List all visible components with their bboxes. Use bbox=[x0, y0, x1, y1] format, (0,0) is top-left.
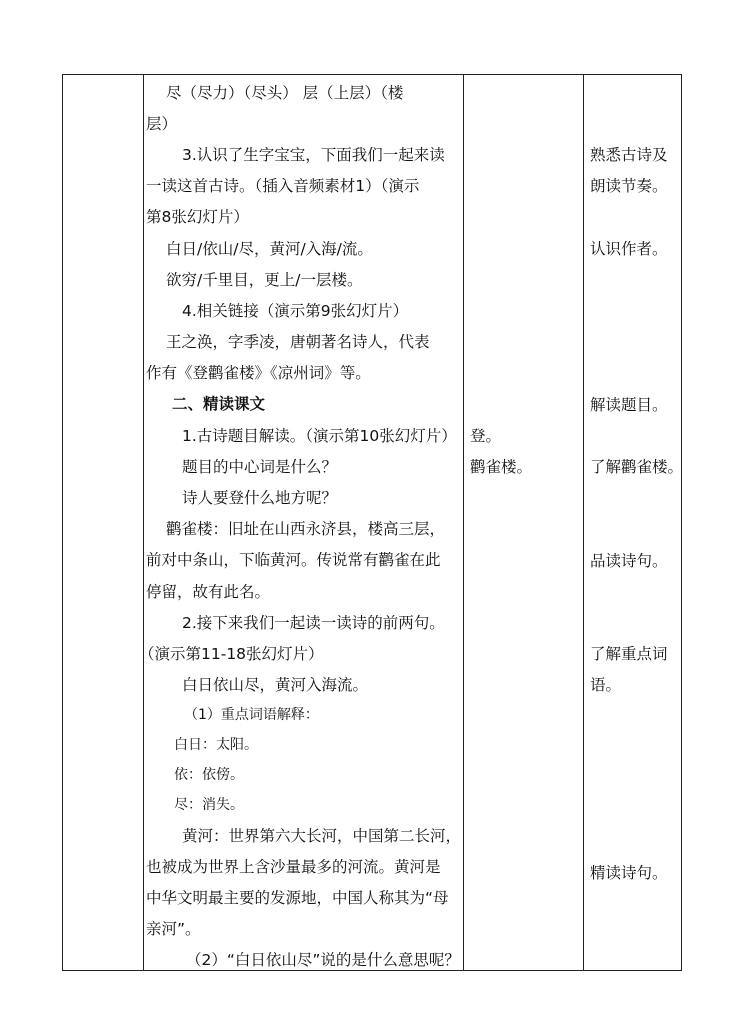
text-line: 尽（尽力）（尽头） 层（上层）（楼 bbox=[166, 84, 404, 102]
definition-line: 尽：消失。 bbox=[174, 797, 244, 813]
purpose-line: 了解重点词 bbox=[590, 645, 668, 663]
purpose-line: 了解鹳雀楼。 bbox=[590, 458, 684, 476]
student-answer: 登。 bbox=[470, 427, 502, 445]
column-divider-2 bbox=[463, 74, 464, 971]
text-line: 2.接下来我们一起读一读诗的前两句。 bbox=[182, 614, 445, 632]
purpose-line: 熟悉古诗及 bbox=[590, 146, 668, 164]
purpose-line: 语。 bbox=[590, 676, 622, 694]
text-line: 诗人要登什么地方呢？ bbox=[182, 489, 338, 507]
text-line: 停留，故有此名。 bbox=[146, 583, 271, 601]
purpose-line: 品读诗句。 bbox=[590, 552, 668, 570]
text-line: （演示第11-18张幻灯片） bbox=[139, 645, 324, 663]
text-line: 4.相关链接（演示第9张幻灯片） bbox=[182, 302, 409, 320]
definition-line: 也被成为世界上含沙量最多的河流。黄河是 bbox=[146, 858, 441, 876]
definition-line: 白日：太阳。 bbox=[174, 737, 258, 753]
text-line: 层） bbox=[146, 115, 178, 133]
text-line: 鹳雀楼：旧址在山西永济县，楼高三层， bbox=[166, 520, 446, 538]
column-divider-1 bbox=[143, 74, 144, 971]
definition-line: 依：依傍。 bbox=[174, 767, 244, 783]
text-line: 3.认识了生字宝宝，下面我们一起来读 bbox=[182, 146, 445, 164]
purpose-line: 认识作者。 bbox=[590, 240, 668, 258]
text-line: 一读这首古诗。（插入音频素材1）（演示 bbox=[146, 177, 420, 195]
text-line: 1.古诗题目解读。（演示第10张幻灯片） bbox=[182, 427, 457, 445]
student-answer: 鹳雀楼。 bbox=[470, 458, 533, 476]
definition-line: 中华文明最主要的发源地，中国人称其为“母 bbox=[146, 889, 449, 907]
section-heading: 二、精读课文 bbox=[172, 395, 266, 413]
text-line: 王之涣，字季凌，唐朝著名诗人，代表 bbox=[166, 333, 430, 351]
text-line: （1）重点词语解释： bbox=[184, 707, 319, 723]
poem-line: 白日依山尽，黄河入海流。 bbox=[182, 676, 369, 694]
purpose-line: 朗读节奏。 bbox=[590, 177, 668, 195]
purpose-line: 精读诗句。 bbox=[590, 864, 668, 882]
text-line: 第8张幻灯片） bbox=[146, 208, 249, 226]
column-divider-3 bbox=[583, 74, 584, 971]
text-line: 题目的中心词是什么？ bbox=[182, 458, 338, 476]
purpose-line: 解读题目。 bbox=[590, 396, 668, 414]
text-line: （2）“白日依山尽”说的是什么意思呢？ bbox=[186, 951, 460, 969]
text-line: 前对中条山，下临黄河。传说常有鹳雀在此 bbox=[146, 551, 441, 569]
text-line: 作有《登鹳雀楼》《凉州词》等。 bbox=[146, 364, 371, 382]
poem-line: 欲穷/千里目，更上/一层楼。 bbox=[166, 271, 363, 289]
poem-line: 白日/依山/尽，黄河/入海/流。 bbox=[166, 240, 373, 258]
definition-line: 黄河：世界第六大长河，中国第二长河， bbox=[182, 827, 462, 845]
definition-line: 亲河”。 bbox=[146, 920, 201, 938]
